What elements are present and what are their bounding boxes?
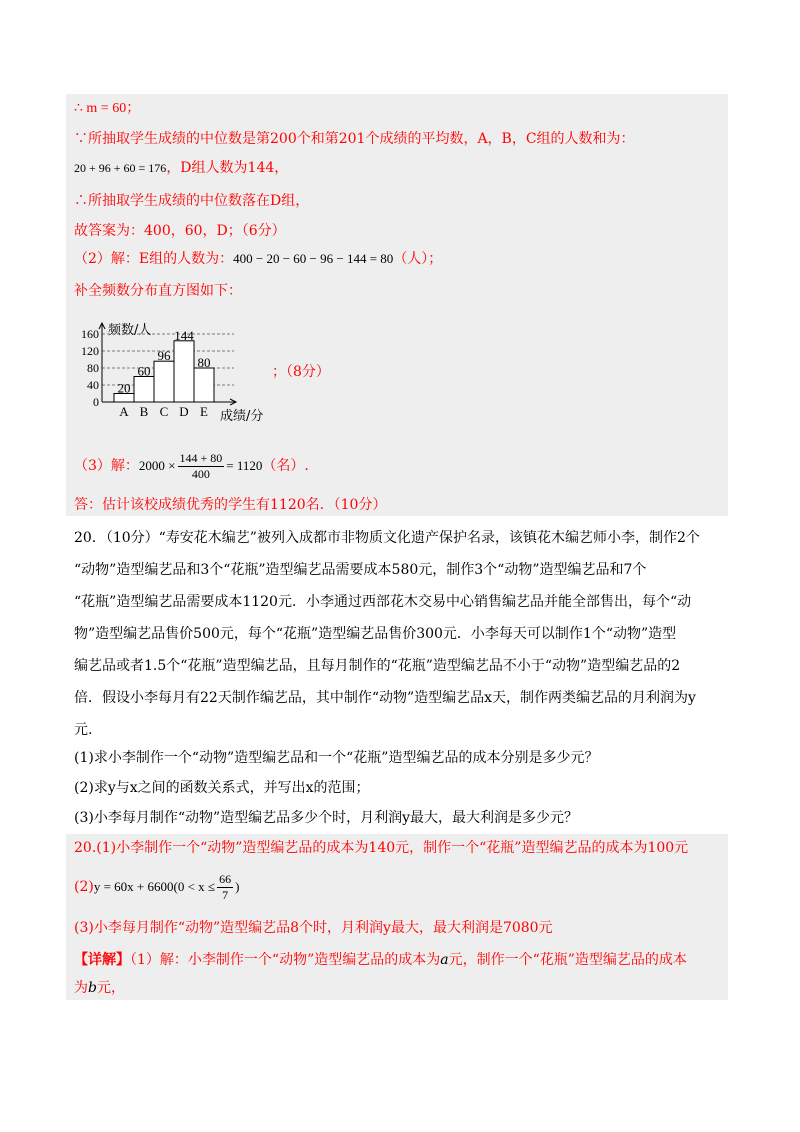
line-abc-sum: 20 + 96 + 60 = 176，D组人数为144，: [74, 160, 289, 176]
line-m-equals-60: ∴ m = 60；: [74, 101, 141, 116]
bar-data-label: 96: [157, 348, 171, 364]
frequency-histogram: [74, 322, 284, 424]
chart-suffix: ；（8分）: [272, 364, 330, 380]
x-category-label: C: [159, 404, 169, 419]
answer-1: 20.(1)小李制作一个“动物”造型编艺品的成本为140元，制作一个“花瓶”造型编艺品的成本为100元: [74, 840, 689, 856]
x-category-label: A: [119, 404, 129, 419]
bar-C: [154, 361, 174, 402]
bar-B: [134, 377, 154, 403]
question-2: (2)求y与x之间的函数关系式，并写出x的范围；: [74, 780, 370, 796]
y-tick-label: 0: [93, 395, 99, 409]
bar-D: [174, 341, 194, 402]
bar-data-label: 20: [117, 380, 131, 396]
y-tick-label: 40: [87, 378, 99, 392]
line-answer-part1: 故答案为：400，60，D；（6分）: [74, 223, 286, 239]
answer-2: (2)y = 60x + 6600(0 < x ≤ $\frac{66}{7}$ ): [74, 871, 240, 902]
y-tick-label: 160: [81, 327, 99, 341]
line-conclusion: 答：估计该校成绩优秀的学生有1120名．（10分）: [74, 497, 387, 513]
line-median-reason: ∵所抽取学生成绩的中位数是第200个和第201个成绩的平均数，A，B，C组的人数和为：: [74, 131, 635, 147]
y-axis-label: 频数/人: [108, 323, 152, 338]
problem-line-4: 物”造型编艺品售价500元，每个“花瓶”造型编艺品售价300元．小李每天可以制作1个“动物”造型: [74, 626, 677, 642]
bar-data-label: 144: [174, 327, 194, 343]
line-histogram-intro: 补全频数分布直方图如下：: [74, 283, 242, 299]
line-median-in-d: ∴所抽取学生成绩的中位数落在D组，: [74, 193, 310, 209]
problem-line-2: “动物”造型编艺品和3个“花瓶”造型编艺品需要成本580元，制作3个“动物”造型编艺品和7个: [74, 562, 647, 578]
problem-line-7: 元.: [74, 722, 93, 738]
x-category-label: D: [179, 404, 189, 419]
y-tick-label: 120: [81, 344, 99, 358]
y-tick-label: 80: [87, 361, 99, 375]
x-category-label: B: [139, 404, 149, 419]
bar-E: [194, 368, 214, 402]
answer-3: (3)小李每月制作“动物”造型编艺品8个时，月利润y最大，最大利润是7080元: [74, 920, 553, 936]
line-e-group: （2）解：E组的人数为：400 − 20 − 60 − 96 − 144 = 80（人）；: [74, 251, 443, 267]
question-3: (3)小李每月制作“动物”造型编艺品多少个时，月利润y最大，最大利润是多少元？: [74, 810, 579, 826]
bar-data-label: 80: [197, 355, 211, 370]
problem-line-5: 编艺品或者1.5个“花瓶”造型编艺品，且每月制作的“花瓶”造型编艺品不小于“动物”造型编艺品的2: [74, 658, 681, 674]
bar-data-label: 60: [137, 363, 151, 379]
answer-block-shade: [66, 834, 728, 1000]
x-category-label: E: [200, 404, 208, 419]
problem-line-3: “花瓶”造型编艺品需要成本1120元．小李通过西部花木交易中心销售编艺品并能全部售出，每个“动: [74, 594, 692, 610]
question-1: (1)求小李制作一个“动物”造型编艺品和一个“花瓶”造型编艺品的成本分别是多少元？: [74, 750, 599, 766]
problem-line-1: 20．（10分）“寿安花木编艺”被列入成都市非物质文化遗产保护名录，该镇花木编艺师小李，制作2个: [74, 530, 700, 546]
fraction: $\frac{144 + 80}{400}$: [179, 450, 223, 481]
fraction: $\frac{66}{7}$: [219, 871, 232, 902]
detail-line-2: 为b元，: [74, 980, 125, 996]
problem-line-6: 倍．假设小李每月有22天制作编艺品，其中制作“动物”造型编艺品x天，制作两类编艺品的月利润为y: [74, 690, 696, 706]
x-axis-label: 成绩/分: [220, 409, 264, 424]
detail-line-1: 【详解】（1）解：小李制作一个“动物”造型编艺品的成本为a元，制作一个“花瓶”造型编艺品的成本: [74, 952, 687, 968]
line-part3-calc: （3）解：2000 × $\frac{144 + 80}{400}$ = 1120（名）.: [74, 450, 309, 481]
